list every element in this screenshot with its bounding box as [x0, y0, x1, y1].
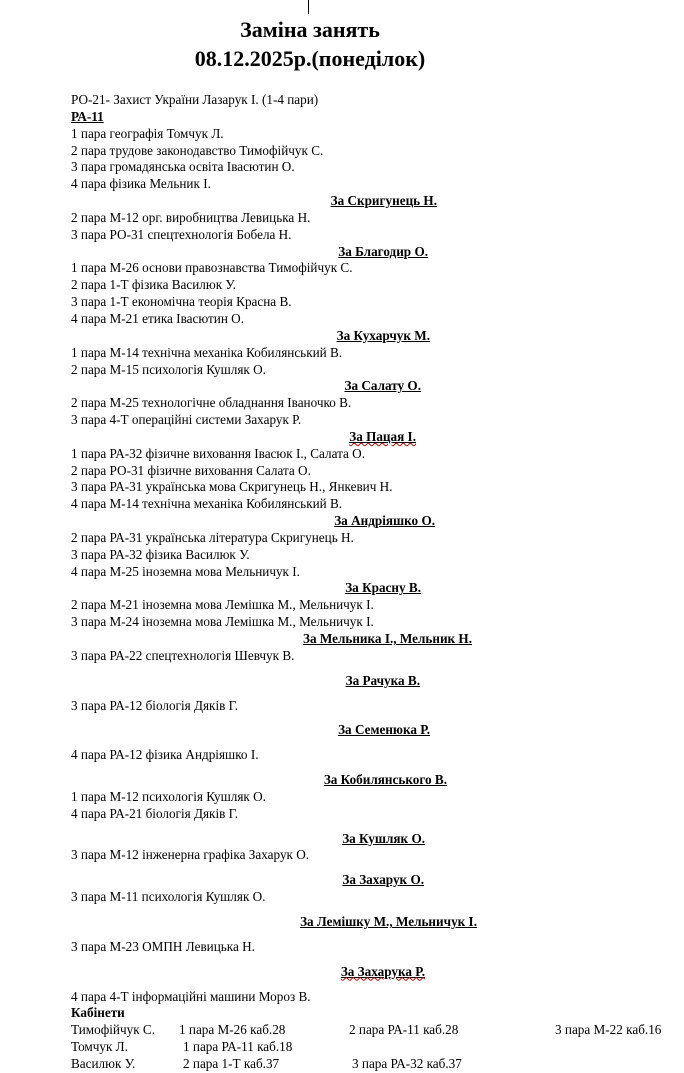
schedule-line: 2 пара М-21 іноземна мова Лемішка М., Мельничук І.	[71, 597, 374, 613]
schedule-line: 1 пара М-26 основи правознавства Тимофійчук С.	[71, 260, 353, 276]
schedule-line: 4 пара РА-12 фізика Андріяшко І.	[71, 747, 259, 763]
section-heading: За Салату О.	[344, 378, 421, 394]
cabinet-row	[71, 1056, 491, 1073]
spacer	[71, 665, 491, 673]
section-heading: За Кухарчук М.	[336, 327, 430, 343]
section-heading: За Кушляк О.	[342, 830, 425, 846]
spacer	[71, 864, 491, 872]
schedule-line: 3 пара РО-31 спецтехнологія Бобела Н.	[71, 226, 292, 242]
group-heading-ra11: РА-11	[71, 108, 104, 124]
cabinet-teacher: Тимофійчук С.	[71, 1022, 156, 1038]
schedule-line: 3 пара РА-32 фізика Василюк У.	[71, 546, 250, 562]
schedule-line: 3 пара РА-22 спецтехнологія Шевчук В.	[71, 647, 295, 663]
section-heading	[71, 964, 491, 981]
cabinet-entry: 2 пара РА-11 каб.28	[349, 1022, 459, 1038]
schedule-line: 3 пара М-11 психологія Кушляк О.	[71, 889, 266, 905]
schedule-line: 3 пара М-23 ОМПН Левицька Н.	[71, 938, 255, 954]
intro-line: РО-21- Захист України Лазарук І. (1-4 пари)	[71, 92, 319, 107]
cabinet-entry: 1 пара РА-11 каб.18	[183, 1039, 293, 1055]
page-date: 08.12.2025р.(понеділок)	[194, 46, 426, 71]
schedule-line: 2 пара М-15 психологія Кушляк О.	[71, 361, 266, 377]
cabinet-entry: 3 пара РА-32 каб.37	[352, 1055, 462, 1071]
spacer	[71, 906, 491, 914]
schedule-line: 2 пара М-12 орг. виробництва Левицька Н.	[71, 209, 311, 225]
schedule-line: 4 пара фізика Мельник І.	[71, 176, 211, 192]
schedule-line: 3 пара громадянська освіта Івасютин О.	[71, 159, 295, 175]
spacer	[71, 981, 491, 989]
schedule-line: 2 пара трудове законодавство Тимофійчук С.	[71, 142, 324, 158]
schedule-line: 1 пара М-14 технічна механіка Кобилянський В.	[71, 344, 343, 360]
schedule-line: 4 пара М-14 технічна механіка Кобилянський В.	[71, 496, 343, 512]
cabinets-heading: Кабінети	[71, 1005, 125, 1021]
cabinet-entry: 1 пара М-26 каб.28	[179, 1022, 286, 1038]
spacer	[71, 931, 491, 939]
section-heading: За Мельника І., Мельник Н.	[302, 631, 472, 646]
schedule-line: 1 пара М-12 психологія Кушляк О.	[71, 788, 266, 804]
section-heading	[71, 429, 491, 446]
document-body	[71, 92, 662, 1073]
section-heading: За Скригунець Н.	[330, 193, 437, 209]
spacer	[71, 690, 491, 698]
text-cursor	[308, 0, 309, 14]
schedule-line: 2 пара РА-31 українська література Скригунець Н.	[71, 529, 354, 545]
cabinet-row	[71, 1039, 491, 1056]
cabinet-entry: 2 пара 1-Т каб.37	[183, 1055, 280, 1071]
section-heading: За Красну В.	[345, 580, 421, 596]
schedule-line: 1 пара РА-32 фізичне виховання Івасюк І., Салата О.	[71, 445, 365, 461]
schedule-line: 4 пара М-21 етика Івасютин О.	[71, 310, 245, 326]
spacer	[71, 764, 491, 772]
cabinet-teacher: Василюк У.	[71, 1055, 136, 1071]
section-heading: За Кобилянського В.	[323, 772, 447, 788]
schedule-line: 2 пара М-25 технологічне обладнання Іваночко В.	[71, 395, 352, 411]
section-heading: За Андріяшко О.	[334, 513, 435, 529]
spacer	[71, 956, 491, 964]
schedule-line: 3 пара 4-Т операційні системи Захарук Р.	[71, 412, 302, 428]
cabinet-entry: 3 пара М-22 каб.16	[555, 1022, 662, 1038]
schedule-line: 2 пара 1-Т фізика Василюк У.	[71, 277, 236, 293]
spacer	[71, 714, 491, 722]
section-heading: За Рачука В.	[345, 672, 420, 688]
section-heading: За Лемішку М., Мельничук І.	[300, 913, 477, 929]
schedule-line: 4 пара 4-Т інформаційні машини Мороз В.	[71, 988, 311, 1004]
schedule-line: 3 пара РА-31 українська мова Скригунець Н., Янкевич Н.	[71, 479, 393, 495]
schedule-line: 3 пара 1-Т економічна теорія Красна В.	[71, 294, 292, 310]
schedule-line: 2 пара РО-31 фізичне виховання Салата О.	[71, 462, 311, 478]
spacer	[71, 739, 491, 747]
schedule-line: 4 пара РА-21 біологія Дяків Г.	[71, 805, 239, 821]
section-heading: За Захарук О.	[342, 872, 424, 888]
cabinet-row	[71, 1022, 662, 1039]
schedule-line: 1 пара географія Томчук Л.	[71, 125, 224, 141]
schedule-line: 3 пара М-24 іноземна мова Лемішка М., Мельничук І.	[71, 614, 374, 630]
cabinet-teacher: Томчук Л.	[71, 1039, 128, 1055]
schedule-line: 3 пара М-12 інженерна графіка Захарук О.	[71, 847, 310, 863]
section-heading: За Благодир О.	[338, 243, 428, 259]
schedule-line: 3 пара РА-12 біологія Дяків Г.	[71, 697, 239, 713]
schedule-line: 4 пара М-25 іноземна мова Мельничук І.	[71, 563, 300, 579]
page-title: Заміна занять	[240, 17, 380, 42]
section-heading: За Семенюка Р.	[338, 722, 430, 738]
section-heading-text: За Пацая І.	[349, 428, 416, 444]
spacer	[71, 823, 491, 831]
section-heading-text: За Захарука Р.	[340, 963, 425, 979]
